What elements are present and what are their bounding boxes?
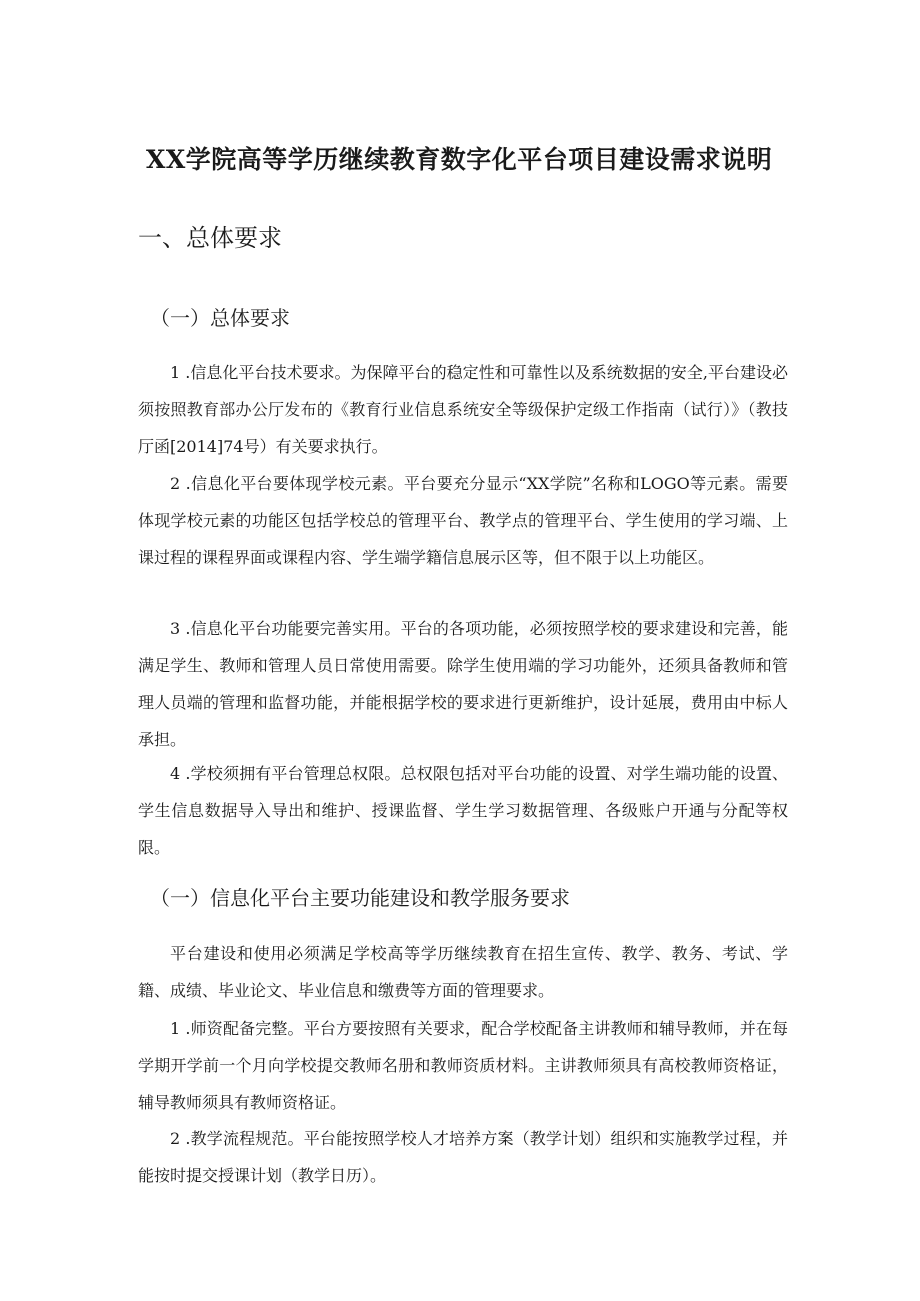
paragraph-admin-permissions: 4 .学校须拥有平台管理总权限。总权限包括对平台功能的设置、对学生端功能的设置、学生信息数据导入导出和维护、授课监督、学生学习数据管理、各级账户开通与分配等权限。 [138,764,788,857]
subsection-heading-general-requirements: （一）总体要求 [150,306,290,330]
document-title: XX学院高等学历继续教育数字化平台项目建设需求说明 [146,145,773,174]
paragraph-teaching-process: 2 .教学流程规范。平台能按照学校人才培养方案（教学计划）组织和实施教学过程，并能按时提交授课计划（教学日历）。 [138,1129,788,1185]
paragraph-school-elements: 2 .信息化平台要体现学校元素。平台要充分显示“XX学院”名称和LOGO等元素。需要体现学校元素的功能区包括学校总的管理平台、教学点的管理平台、学生使用的学习端、上课过程的课程界面或课程内容、学生端学籍信息展示区等，但不限于以上功能区。 [138,474,788,567]
paragraph-management-requirements: 平台建设和使用必须满足学校高等学历继续教育在招生宣传、教学、教务、考试、学籍、成绩、毕业论文、毕业信息和缴费等方面的管理要求。 [138,944,788,1000]
paragraph-teacher-staffing: 1 .师资配备完整。平台方要按照有关要求，配合学校配备主讲教师和辅导教师，并在每学期开学前一个月向学校提交教师名册和教师资质材料。主讲教师须具有高校教师资格证，辅导教师须具有教师资格证。 [138,1019,788,1112]
section-heading-general-requirements: 一、总体要求 [138,224,282,252]
paragraph-platform-functions: 3 .信息化平台功能要完善实用。平台的各项功能，必须按照学校的要求建设和完善，能满足学生、教师和管理人员日常使用需要。除学生使用端的学习功能外，还须具备教师和管理人员端的管理和监督功能，并能根据学校的要求进行更新维护，设计延展，费用由中标人承担。 [138,619,788,749]
paragraph-technical-requirements: 1 .信息化平台技术要求。为保障平台的稳定性和可靠性以及系统数据的安全,平台建设必须按照教育部办公厅发布的《教育行业信息系统安全等级保护定级工作指南（试行）》（教技厅函[2014]74号）有关要求执行。 [138,363,788,456]
subsection-heading-function-and-service: （一）信息化平台主要功能建设和教学服务要求 [150,886,570,910]
